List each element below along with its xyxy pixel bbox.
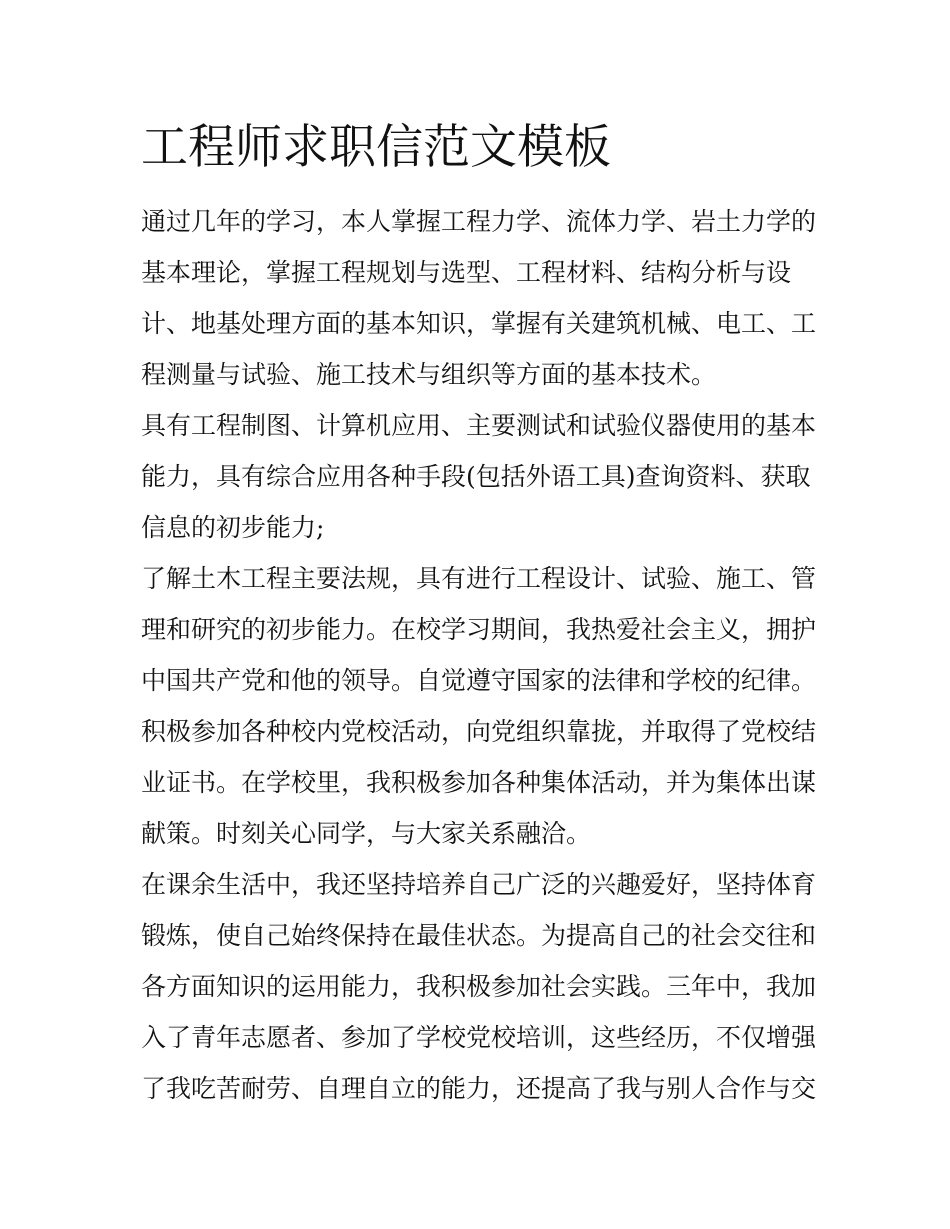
body-line: 具有工程制图、计算机应用、主要测试和试验仪器使用的基本 — [141, 411, 817, 440]
body-line: 理和研究的初步能力。在校学习期间，我热爱社会主义，拥护 — [141, 615, 817, 644]
body-line: 中国共产党和他的领导。自觉遵守国家的法律和学校的纪律。 — [141, 666, 817, 695]
body-line: 在课余生活中，我还坚持培养自己广泛的兴趣爱好，坚持体育 — [141, 870, 817, 899]
body-line: 程测量与试验、施工技术与组织等方面的基本技术。 — [141, 360, 717, 389]
body-line: 锻炼，使自己始终保持在最佳状态。为提高自己的社会交往和 — [141, 921, 817, 950]
body-line: 了我吃苦耐劳、自理自立的能力，还提高了我与别人合作与交 — [141, 1074, 817, 1103]
body-line: 业证书。在学校里，我积极参加各种集体活动，并为集体出谋 — [141, 768, 817, 797]
body-line: 积极参加各种校内党校活动，向党组织靠拢，并取得了党校结 — [141, 717, 817, 746]
body-line: 献策。时刻关心同学，与大家关系融洽。 — [141, 819, 592, 848]
body-line: 计、地基处理方面的基本知识，掌握有关建筑机械、电工、工 — [141, 309, 817, 338]
body-line: 入了青年志愿者、参加了学校党校培训，这些经历，不仅增强 — [141, 1023, 817, 1052]
body-line: 信息的初步能力; — [141, 513, 325, 542]
body-line: 各方面知识的运用能力，我积极参加社会实践。三年中，我加 — [141, 972, 817, 1001]
body-line: 基本理论，掌握工程规划与选型、工程材料、结构分析与设 — [141, 258, 792, 287]
body-line: 通过几年的学习，本人掌握工程力学、流体力学、岩土力学的 — [141, 207, 817, 236]
document-title: 工程师求职信范文模板 — [141, 120, 611, 175]
body-line: 了解土木工程主要法规，具有进行工程设计、试验、施工、管 — [141, 564, 817, 593]
body-line: 能力，具有综合应用各种手段(包括外语工具)查询资料、获取 — [141, 462, 811, 491]
document-body — [141, 196, 821, 1114]
